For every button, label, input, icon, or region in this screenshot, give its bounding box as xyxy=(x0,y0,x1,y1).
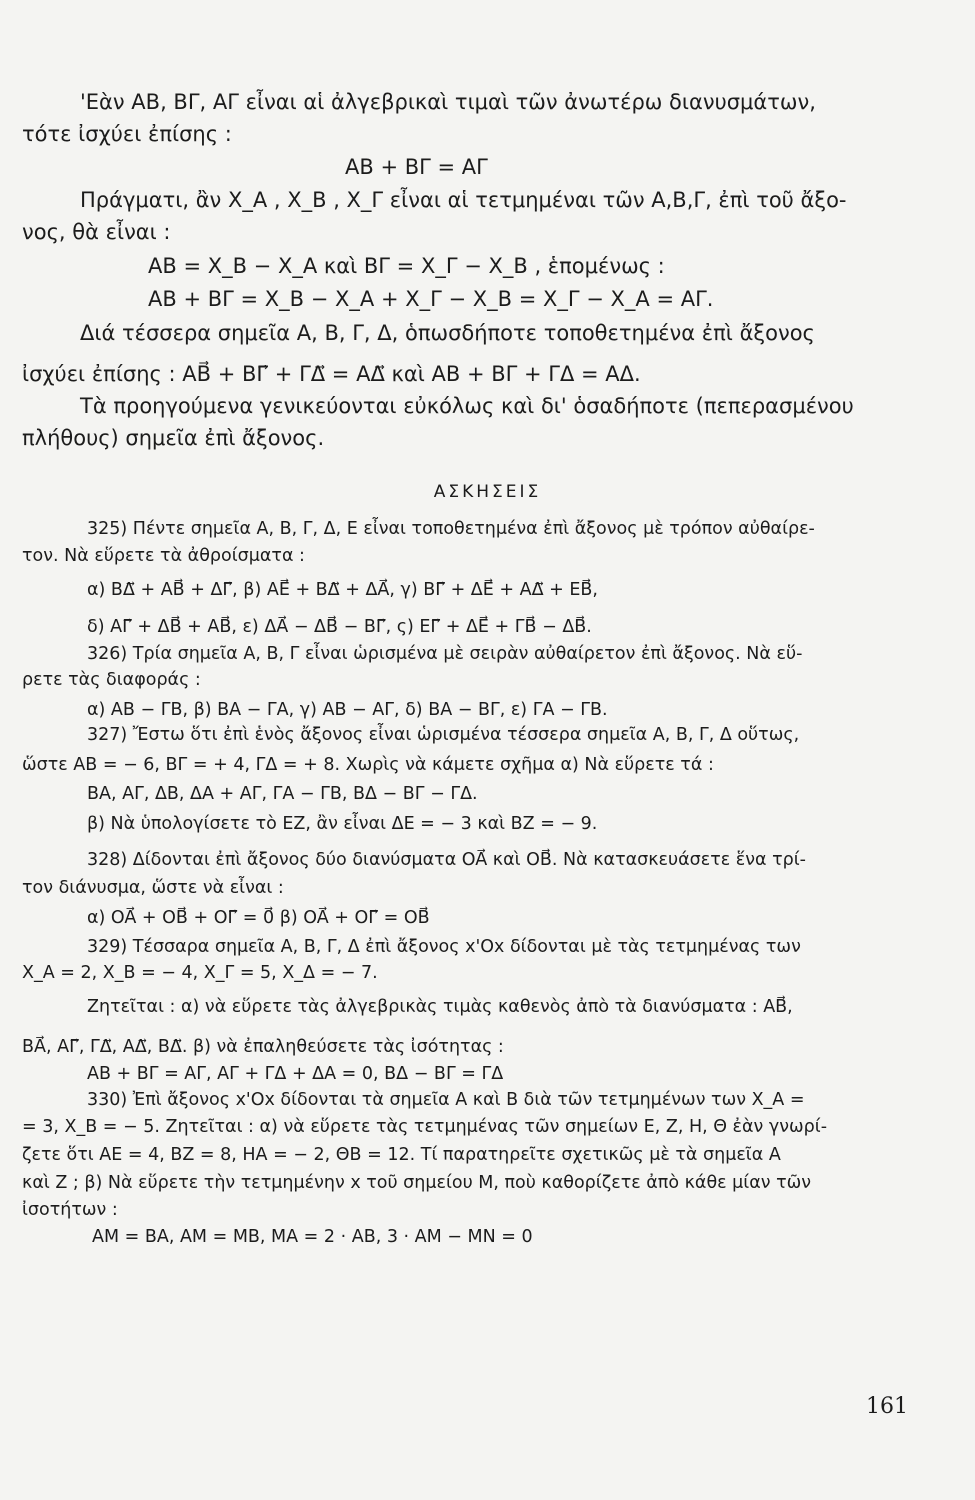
equation-line: AB = X_B − X_A καὶ BΓ = X_Γ − X_B , ἑπομένως : xyxy=(148,254,665,278)
exercise-line: 330) Ἐπὶ ἄξονος x'Ox δίδονται τὰ σημεῖα A καὶ B διὰ τῶν τετμημένων των X_A = xyxy=(87,1090,805,1110)
exercise-line: α) AB − ΓB, β) BA − ΓA, γ) AB − AΓ, δ) BA − BΓ, ε) ΓA − ΓB. xyxy=(87,700,608,720)
exercise-line: AB + BΓ = AΓ, AΓ + ΓΔ + ΔA = 0, BΔ − BΓ = ΓΔ xyxy=(87,1064,504,1084)
exercise-line: 328) Δίδονται ἐπὶ ἄξονος δύο διανύσματα OA⃗ καὶ OB⃗. Νὰ κατασκευάσετε ἕνα τρί- xyxy=(87,850,806,870)
exercise-line: 327) Ἔστω ὅτι ἐπὶ ἑνὸς ἄξονος εἶναι ὡρισμένα τέσσερα σημεῖα A, B, Γ, Δ οὕτως, xyxy=(87,725,800,745)
exercise-line: 325) Πέντε σημεῖα A, B, Γ, Δ, E εἶναι τοποθετημένα ἐπὶ ἄξονος μὲ τρόπον αὐθαίρε- xyxy=(87,519,815,539)
text-line: νος, θὰ εἶναι : xyxy=(22,220,171,244)
exercise-line: καὶ Z ; β) Νὰ εὕρετε τὴν τετμημένην x τοῦ σημείου M, ποὺ καθορίζετε ἀπὸ κάθε μίαν τῶν xyxy=(22,1173,812,1193)
exercise-line: δ) AΓ⃗ + ΔB⃗ + AB⃗, ε) ΔA⃗ − ΔB⃗ − BΓ⃗, ς) EΓ⃗ + ΔE⃗ + ΓB⃗ − ΔB⃗. xyxy=(87,617,592,637)
exercise-line: 326) Τρία σημεῖα A, B, Γ εἶναι ὡρισμένα μὲ σειρὰν αὐθαίρετον ἐπὶ ἄξονος. Νὰ εὕ- xyxy=(87,644,803,664)
text-line: 'Εὰν AB, BΓ, AΓ εἶναι αἱ ἀλγεβρικαὶ τιμαὶ τῶν ἀνωτέρω διανυσμάτων, xyxy=(80,90,816,114)
exercise-line: 329) Τέσσαρα σημεῖα A, B, Γ, Δ ἐπὶ ἄξονος x'Ox δίδονται μὲ τὰς τετμημένας των xyxy=(87,937,801,957)
exercise-line: AM = BA, AM = MB, MA = 2 · AB, 3 · AM − MN = 0 xyxy=(92,1227,533,1247)
exercise-line: Ζητεῖται : α) νὰ εὕρετε τὰς ἀλγεβρικὰς τιμὰς καθενὸς ἀπὸ τὰ διανύσματα : AB⃗, xyxy=(87,997,793,1017)
text-line: Τὰ προηγούμενα γενικεύονται εὐκόλως καὶ δι' ὁσαδήποτε (πεπερασμένου xyxy=(80,394,854,418)
equation-line: AB + BΓ = X_B − X_A + X_Γ − X_B = X_Γ − X_A = AΓ. xyxy=(148,287,714,311)
exercise-line: BA, AΓ, ΔB, ΔA + AΓ, ΓA − ΓB, BΔ − BΓ − ΓΔ. xyxy=(87,784,478,804)
exercise-line: ἰσοτήτων : xyxy=(22,1200,118,1220)
text-line: Πράγματι, ἂν X_A , X_B , X_Γ εἶναι αἱ τετμημέναι τῶν A,B,Γ, ἐπὶ τοῦ ἄξο- xyxy=(80,188,847,212)
text-line: τότε ἰσχύει ἐπίσης : xyxy=(22,122,232,146)
exercises-heading: ΑΣΚΗΣΕΙΣ xyxy=(433,482,542,502)
exercise-line: X_A = 2, X_B = − 4, X_Γ = 5, X_Δ = − 7. xyxy=(22,963,378,983)
exercise-line: BA⃗, AΓ⃗, ΓΔ⃗, AΔ⃗, BΔ⃗. β) νὰ ἐπαληθεύσετε τὰς ἰσότητας : xyxy=(22,1037,504,1057)
text-line: πλήθους) σημεῖα ἐπὶ ἄξονος. xyxy=(22,426,325,450)
exercise-line: ρετε τὰς διαφοράς : xyxy=(22,670,201,690)
equation-line: AB + BΓ = AΓ xyxy=(345,155,488,179)
exercise-line: ὥστε AB = − 6, BΓ = + 4, ΓΔ = + 8. Χωρὶς νὰ κάμετε σχῆμα α) Νὰ εὕρετε τά : xyxy=(22,755,714,775)
exercise-line: τον. Νὰ εὕρετε τὰ ἀθροίσματα : xyxy=(22,546,305,566)
exercise-line: τον διάνυσμα, ὥστε νὰ εἶναι : xyxy=(22,878,284,898)
exercise-line: ζετε ὅτι AE = 4, BZ = 8, HA = − 2, ΘB = 12. Τί παρατηρεῖτε σχετικῶς μὲ τὰ σημεῖα A xyxy=(22,1145,781,1165)
exercise-line: β) Νὰ ὑπολογίσετε τὸ EZ, ἂν εἶναι ΔE = − 3 καὶ BZ = − 9. xyxy=(87,814,598,834)
equation-line: ἰσχύει ἐπίσης : AB⃗ + BΓ⃗ + ΓΔ⃗ = AΔ⃗ καὶ AB + BΓ + ΓΔ = AΔ. xyxy=(22,362,641,386)
page-number: 161 xyxy=(866,1394,908,1419)
exercise-line: α) BΔ⃗ + AB⃗ + ΔΓ⃗, β) AE⃗ + BΔ⃗ + ΔA⃗, γ) BΓ⃗ + ΔE⃗ + AΔ⃗ + EB⃗, xyxy=(87,580,598,600)
text-line: Διά τέσσερα σημεῖα A, B, Γ, Δ, ὁπωσδήποτε τοποθετημένα ἐπὶ ἄξονος xyxy=(80,321,815,345)
exercise-line: = 3, X_B = − 5. Ζητεῖται : α) νὰ εὕρετε τὰς τετμημένας τῶν σημείων E, Z, H, Θ ἐὰν γνωρί- xyxy=(22,1117,828,1137)
exercise-line: α) OA⃗ + OB⃗ + OΓ⃗ = 0⃗ β) OA⃗ + OΓ⃗ = OB⃗ xyxy=(87,908,430,928)
